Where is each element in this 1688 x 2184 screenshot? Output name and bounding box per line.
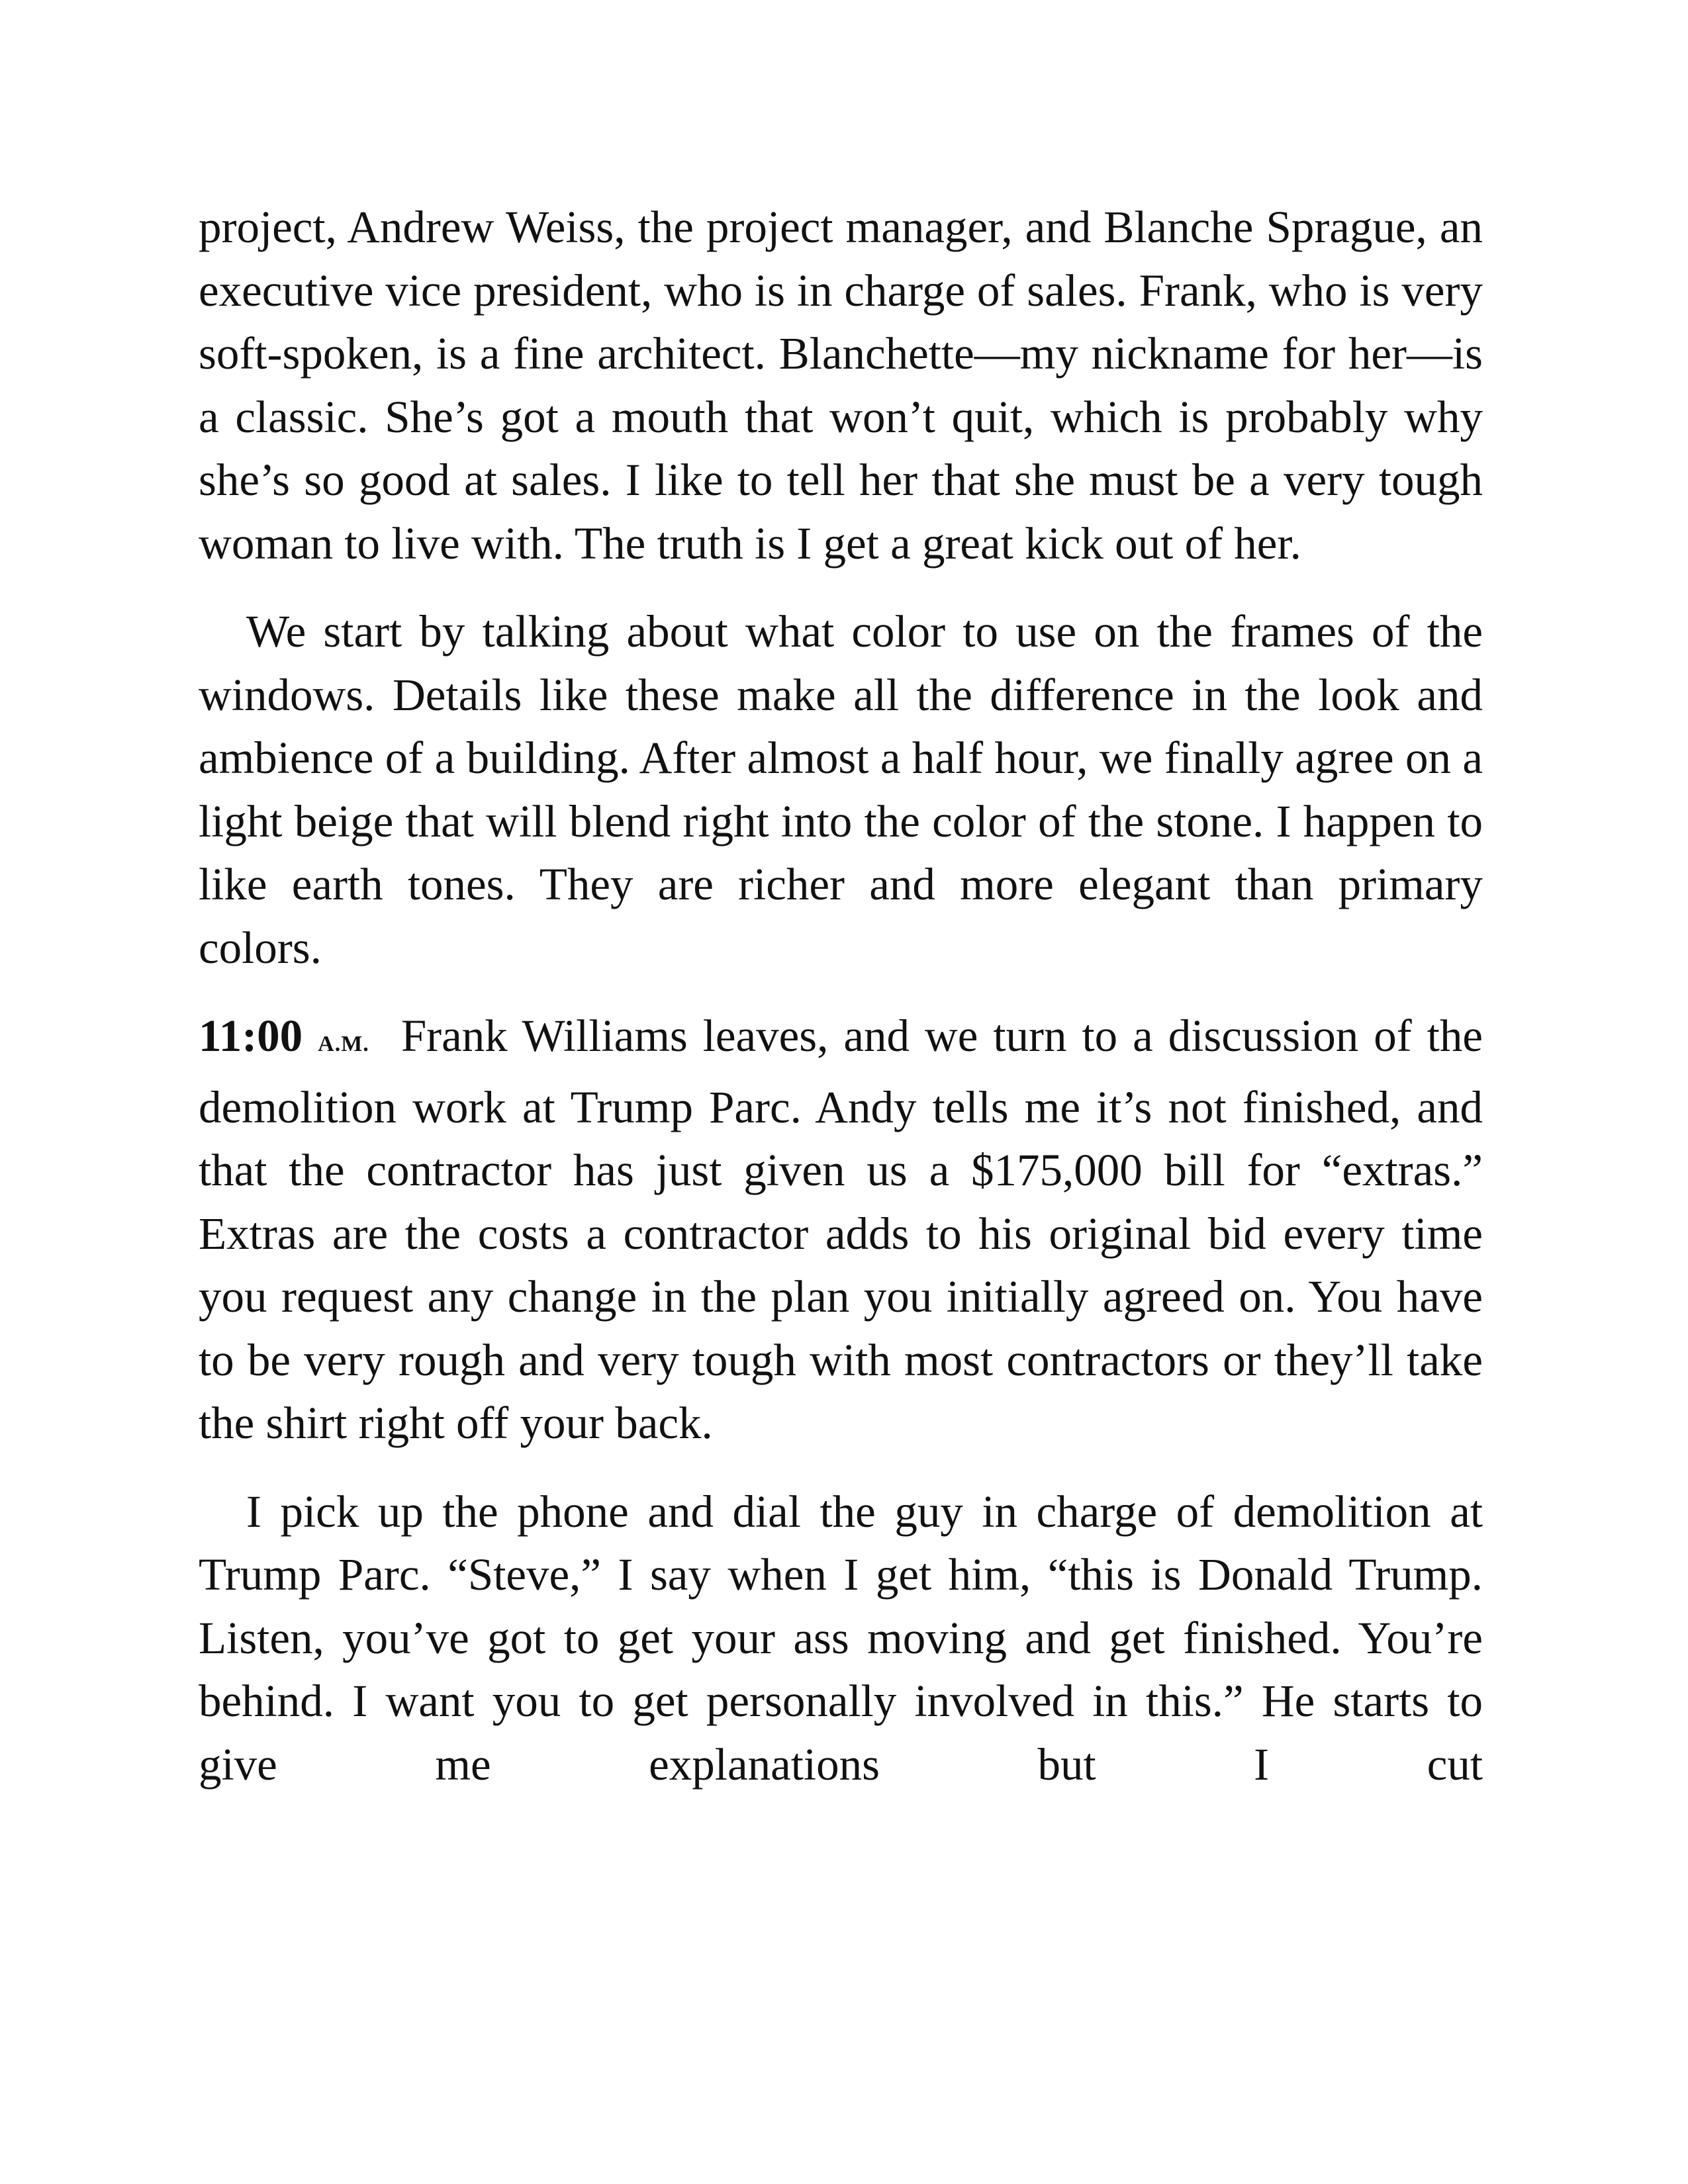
time-heading: 11:00 [199,1011,303,1061]
paragraph-1: project, Andrew Weiss, the project manager, and Blanche Sprague, an executive vice president, who is in charge of sales. Frank, who is very soft-spoken, is a fine architect. Blanchette—my nickname for her—is a classic. She’s got a mouth that won’t quit, which is probably why she’s so good at sales. I like to tell her that she must be a very tough woman to live with. The truth is I get a great kick out of her. [199,202,1483,569]
book-page [199,196,1483,1796]
paragraph-3-body: Frank Williams leaves, and we turn to a discussion of the demolition work at Trump Parc. Andy tells me it’s not finished, and that the contractor has just given us a $175,000 bill for “extras.” Extras are the costs a contractor adds to his original bid every time you request any change in the plan you initially agreed on. You have to be very rough and very tough with most contractors or they’ll take the shirt right off your back. [199,1011,1483,1448]
time-heading-ampm: A.M. [318,1032,369,1056]
paragraph-3 [199,1005,1483,1455]
paragraph-4: I pick up the phone and dial the guy in charge of demolition at Trump Parc. “Steve,” I say when I get him, “this is Donald Trump. Listen, you’ve got to get your ass moving and get finished. You’re behind. I want you to get personally involved in this.” He starts to give me explanations but I cut [199,1486,1483,1790]
paragraph-2: We start by talking about what color to use on the frames of the windows. Details like these make all the difference in the look and ambience of a building. After almost a half hour, we finally agree on a light beige that will blend right into the color of the stone. I happen to like earth tones. They are richer and more elegant than primary colors. [199,606,1483,973]
